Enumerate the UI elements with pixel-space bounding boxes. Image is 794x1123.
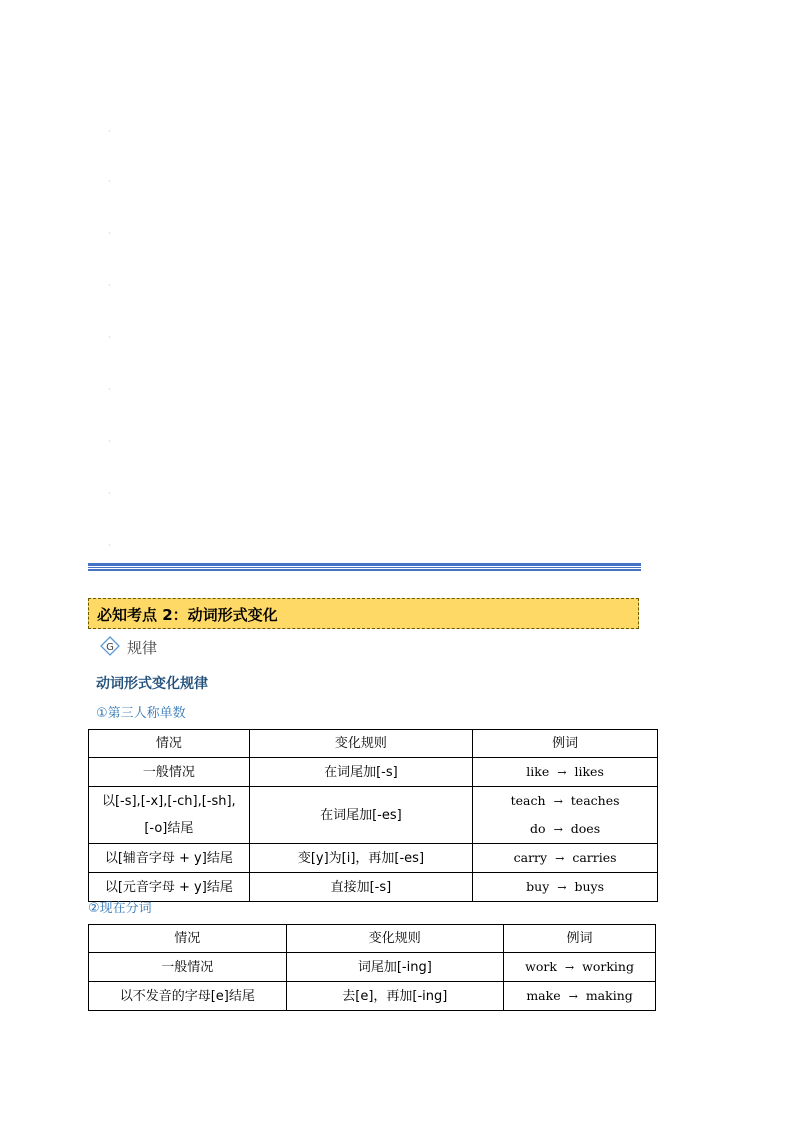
- table-row: [89, 844, 658, 873]
- table-row: [89, 787, 658, 844]
- section-subheading: 动词形式变化规律: [96, 676, 208, 692]
- example-cell: work → working: [504, 953, 656, 982]
- paragraph-mark: ·: [108, 281, 111, 291]
- paragraph-mark: ·: [108, 229, 111, 239]
- rule-cell: 变[y]为[i]，再加[-es]: [249, 844, 473, 873]
- table-row: [89, 953, 656, 982]
- rule-cell: 在词尾加[-es]: [249, 787, 473, 844]
- present-participle-table: [88, 924, 656, 1011]
- table-row: [89, 758, 658, 787]
- section-divider: [88, 567, 641, 568]
- case-cell: 以[辅音字母 + y]结尾: [89, 844, 250, 873]
- example-cell: carry → carries: [473, 844, 658, 873]
- table-header-cell: 变化规则: [249, 730, 473, 758]
- rule-cell: 直接加[-s]: [249, 873, 473, 902]
- paragraph-mark: ·: [108, 127, 111, 137]
- paragraph-mark: ·: [108, 177, 111, 187]
- third-person-table: [88, 729, 658, 902]
- paragraph-mark: ·: [108, 541, 111, 551]
- case-cell: 以[元音字母 + y]结尾: [89, 873, 250, 902]
- svg-text:G: G: [106, 642, 114, 653]
- case-cell: 以[-s],[-x],[-ch],[-sh], [-o]结尾: [89, 787, 250, 844]
- case-cell: 一般情况: [89, 758, 250, 787]
- example-cell: buy → buys: [473, 873, 658, 902]
- table-header-cell: 情况: [89, 730, 250, 758]
- table-header-cell: 变化规则: [286, 925, 504, 953]
- table-header-cell: 例词: [504, 925, 656, 953]
- example-cell: make → making: [504, 982, 656, 1011]
- table-row: [89, 873, 658, 902]
- paragraph-mark: ·: [108, 437, 111, 447]
- third-person-label: ①第三人称单数: [96, 706, 186, 721]
- banner-title: 必知考点 2：动词形式变化: [97, 606, 278, 624]
- paragraph-mark: ·: [108, 385, 111, 395]
- table-header-row: [89, 925, 656, 953]
- example-cell: like → likes: [473, 758, 658, 787]
- case-cell: 以不发音的字母[e]结尾: [89, 982, 287, 1011]
- table-row: [89, 982, 656, 1011]
- topic-banner: [88, 598, 639, 629]
- table-header-cell: 情况: [89, 925, 287, 953]
- section-divider: [88, 563, 641, 566]
- paragraph-mark: ·: [108, 333, 111, 343]
- case-cell: 一般情况: [89, 953, 287, 982]
- paragraph-mark: ·: [108, 489, 111, 499]
- table-header-row: [89, 730, 658, 758]
- section-divider: [88, 569, 641, 571]
- rule-cell: 去[e]，再加[-ing]: [286, 982, 504, 1011]
- table-header-cell: 例词: [473, 730, 658, 758]
- present-participle-label: ②现在分词: [88, 901, 152, 916]
- example-cell: teach → teaches do → does: [473, 787, 658, 844]
- rule-label: 规律: [127, 639, 158, 657]
- rule-cell: 词尾加[-ing]: [286, 953, 504, 982]
- grammar-diamond-icon: [100, 636, 120, 656]
- rule-cell: 在词尾加[-s]: [249, 758, 473, 787]
